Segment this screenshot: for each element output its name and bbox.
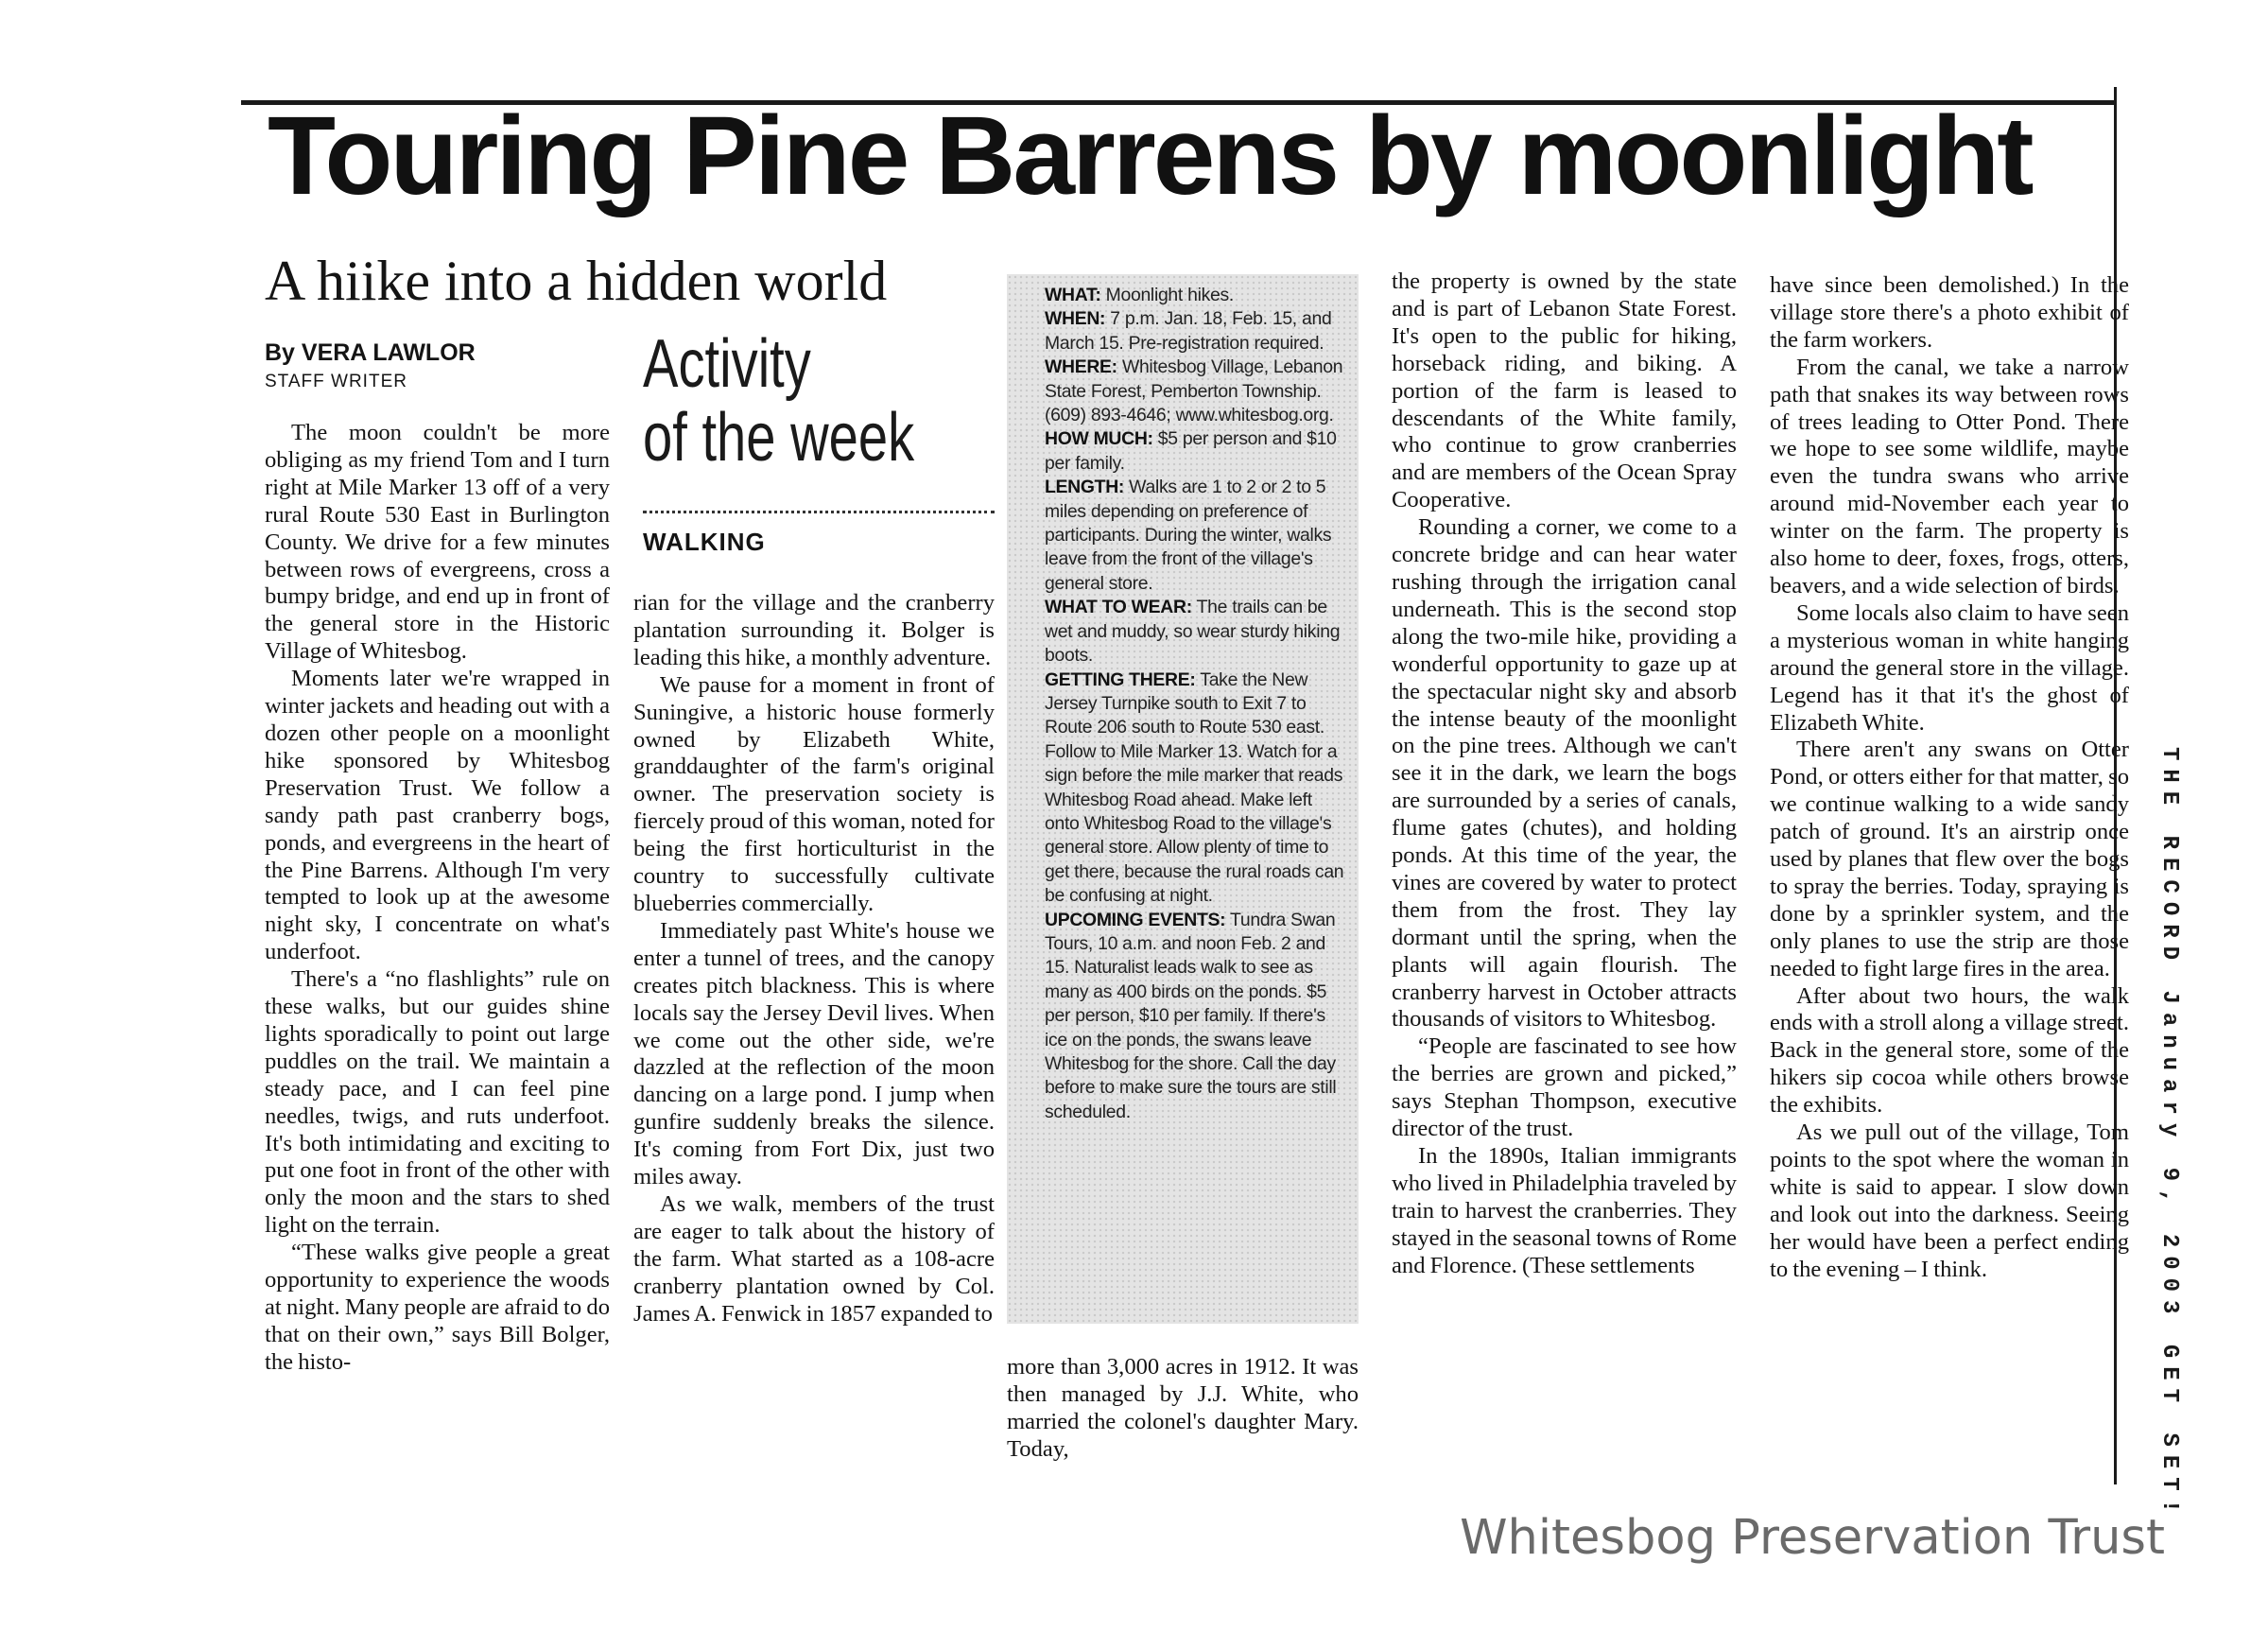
sidebar-text: Tundra Swan Tours, 10 a.m. and noon Feb. 2 and 15. Naturalist leads walk to see as many as 400 birds on the ponds. $5 per person, $10 per family. If there's ice on the ponds, the swans leave Whitesbog for the shore. Call the day before to make sure the tours are still scheduled. xyxy=(1045,909,1337,1122)
sidebar-label: UPCOMING EVENTS: xyxy=(1045,909,1226,930)
watermark-credit: Whitesbog Preservation Trust xyxy=(1460,1510,2165,1566)
paragraph: In the 1890s, Italian immigrants who lived in Philadelphia traveled by train to harvest the cranberries. They stayed in the seasonal towns of Rome and Florence. (These settlements xyxy=(1392,1143,1737,1278)
sidebar-text: 7 p.m. Jan. 18, Feb. 15, and March 15. Pre-registration required. xyxy=(1045,308,1332,354)
sidebar-entry xyxy=(1045,356,1347,427)
kicker-line-2: of the week xyxy=(643,400,915,476)
paragraph: have since been demolished.) In the village store there's a photo exhibit of the farm workers. xyxy=(1770,272,2129,353)
sidebar-label: WHERE: xyxy=(1045,356,1117,378)
sidebar-text: Walks are 1 to 2 or 2 to 5 miles depending on preference of participants. During the winter, walks leave from the front of the village's general store. xyxy=(1045,477,1332,594)
sidebar-text: Whitesbog Village, Lebanon State Forest, Pemberton Township. (609) 893-4646; www.whitesbog.org. xyxy=(1045,356,1343,426)
sidebar-label: WHEN: xyxy=(1045,308,1106,330)
paragraph: “These walks give people a great opportunity to experience the woods at night. Many people are afraid to do that on their own,” says Bill Bolger, the histo- xyxy=(265,1240,610,1375)
paragraph: Rounding a corner, we come to a concrete bridge and can hear water rushing through the irrigation canal underneath. This is the second stop along the two-mile hike, providing a wonderful opportunity to gaze up at the spectacular night sky and absorb the intense beauty of the moonlight on the pine trees. Although we can't see it in the dark, we learn the bogs are surrounded by a series of canals, flume gates (chutes), and holding ponds. At this time of the year, the vines are covered by water to protect them from the frost. They lay dormant until the spring, when the plants will again flourish. The cranberry harvest in October attracts thousands of visitors to Whitesbog. xyxy=(1392,514,1737,1033)
publication-dateline: THE RECORD January 9, 2003 GET SET! xyxy=(2156,747,2182,1522)
paragraph: more than 3,000 acres in 1912. It was then managed by J.J. White, who married the colonel's daughter Mary. Today, xyxy=(1007,1354,1359,1462)
sidebar-label: WHAT: xyxy=(1045,285,1101,305)
paragraph: There aren't any swans on Otter Pond, or otters either for that matter, so we continue walking to a wide sandy patch of ground. It's an airstrip once used by planes that flew over the bogs to spray the berries. Today, spraying is done by a sprinkler system, and the only planes to use the strip are those needed to fight large fires in the area. xyxy=(1770,737,2129,981)
sidebar-text: The trails can be wet and muddy, so wear sturdy hiking boots. xyxy=(1045,597,1341,667)
sidebar-entry xyxy=(1045,909,1347,1125)
paragraph: There's a “no flashlights” rule on these walks, but our guides shine lights sporadically to point out large puddles on the trail. We maintain a steady pace, and I can feel pine needles, twigs, and ruts underfoot. It's both intimidating and exciting to put one foot in front of the other with only the moon and the stars to shed light on the terrain. xyxy=(265,966,610,1239)
paragraph: The moon couldn't be more obliging as my friend Tom and I turn right at Mile Marker 13 off of a very rural Route 530 East in Burlington County. We drive for a few minutes between rows of evergreens, cross a bumpy bridge, and end up in front of the general store in the Historic Village of Whitesbog. xyxy=(265,420,610,665)
sidebar-entry xyxy=(1045,596,1347,668)
paragraph: Some locals also claim to have seen a mysterious woman in white hanging around the general store in the village. Legend has it that it's the ghost of Elizabeth White. xyxy=(1770,599,2129,736)
paragraph: “People are fascinated to see how the berries are grown and picked,” says Stephan Thompson, executive director of the trust. xyxy=(1392,1033,1737,1142)
paragraph: Immediately past White's house we enter a tunnel of trees, and the canopy creates pitch blackness. This is where locals say the Jersey Devil lives. When we come out the other side, we're dazzled at the reflection of the moon dancing on a large pond. I jump when gunfire suddenly breaks the silence. It's coming from Fort Dix, just two miles away. xyxy=(633,917,995,1190)
headline: Touring Pine Barrens by moonlight xyxy=(268,94,2032,218)
article-column-2 xyxy=(633,590,995,1460)
sidebar-label: LENGTH: xyxy=(1045,477,1125,498)
sidebar-entry xyxy=(1045,668,1347,909)
paragraph: From the canal, we take a narrow path that snakes its way between rows of trees leading to Otter Pond. There we hope to see some wildlife, maybe even the tundra swans who arrive around mid-November each year to winter on the farm. The property is also home to deer, foxes, frogs, otters, beavers, and a wide selection of birds. xyxy=(1770,354,2129,599)
info-sidebar xyxy=(1045,284,1347,1124)
sidebar-entry xyxy=(1045,427,1347,476)
sidebar-text: $5 per person and $10 per family. xyxy=(1045,428,1337,474)
byline: By VERA LAWLOR xyxy=(265,339,476,366)
paragraph: We pause for a moment in front of Suningive, a historic house formerly owned by Elizabeth White, granddaughter of the farm's original owner. The preservation society is fiercely proud of this woman, noted for being the first horticulturist in the country to successfully cultivate blueberries commercially. xyxy=(633,671,995,916)
sidebar-text: Moonlight hikes. xyxy=(1105,285,1234,305)
paragraph: As we pull out of the village, Tom points to the spot where the woman in white is said to appear. I slow down and look out into the darkness. Seeing her would have been a perfect ending to the evening – I think. xyxy=(1770,1120,2129,1282)
dotted-divider xyxy=(643,511,995,513)
sidebar-entry xyxy=(1045,284,1347,307)
section-label: WALKING xyxy=(643,528,766,556)
sidebar-entry xyxy=(1045,476,1347,596)
paragraph: After about two hours, the walk ends with a stroll along a village street. Back in the general store, some of the hikers sip cocoa while others browse the exhibits. xyxy=(1770,982,2129,1119)
article-column-5 xyxy=(1770,272,2129,1473)
paragraph: Moments later we're wrapped in winter jackets and heading out with a dozen other people on a moonlight hike sponsored by Whitesbog Preservation Trust. We follow a sandy path past cranberry bogs, ponds, and evergreens in the heart of the Pine Barrens. Although I'm very tempted to look up at the awesome night sky, I concentrate on what's underfoot. xyxy=(265,666,610,965)
byline-role: STAFF WRITER xyxy=(265,372,407,391)
sidebar-label: GETTING THERE: xyxy=(1045,668,1196,690)
subheadline: A hiike into a hidden world xyxy=(265,250,888,312)
paragraph: the property is owned by the state and is part of Lebanon State Forest. It's open to the public for hiking, horseback riding, and biking. A portion of the farm is leased to descendants of the White family, who continue to grow cranberries and are members of the Ocean Spray Cooperative. xyxy=(1392,269,1737,513)
kicker-line-1: Activity xyxy=(643,326,811,402)
article-column-1 xyxy=(265,420,610,1460)
activity-kicker xyxy=(643,327,923,475)
article-column-3 xyxy=(1007,1354,1359,1467)
sidebar-entry xyxy=(1045,307,1347,356)
paragraph: As we walk, members of the trust are eager to talk about the history of the farm. What started as a 108-acre cranberry plantation owned by Col. James A. Fenwick in 1857 expanded to xyxy=(633,1190,995,1327)
sidebar-text: Take the New Jersey Turnpike south to Exit 7 to Route 206 south to Route 530 east. Follow to Mile Marker 13. Watch for a sign before the mile marker that reads Whitesbog Road ahead. Make left onto Whitesbog Road to the village's general store. Allow plenty of time to get there, because the rural roads can be confusing at night. xyxy=(1045,668,1344,907)
article-column-4 xyxy=(1392,269,1737,1469)
paragraph: rian for the village and the cranberry plantation surrounding it. Bolger is leading this hike, a monthly adventure. xyxy=(633,590,995,670)
sidebar-label: WHAT TO WEAR: xyxy=(1045,597,1192,618)
sidebar-label: HOW MUCH: xyxy=(1045,428,1153,450)
